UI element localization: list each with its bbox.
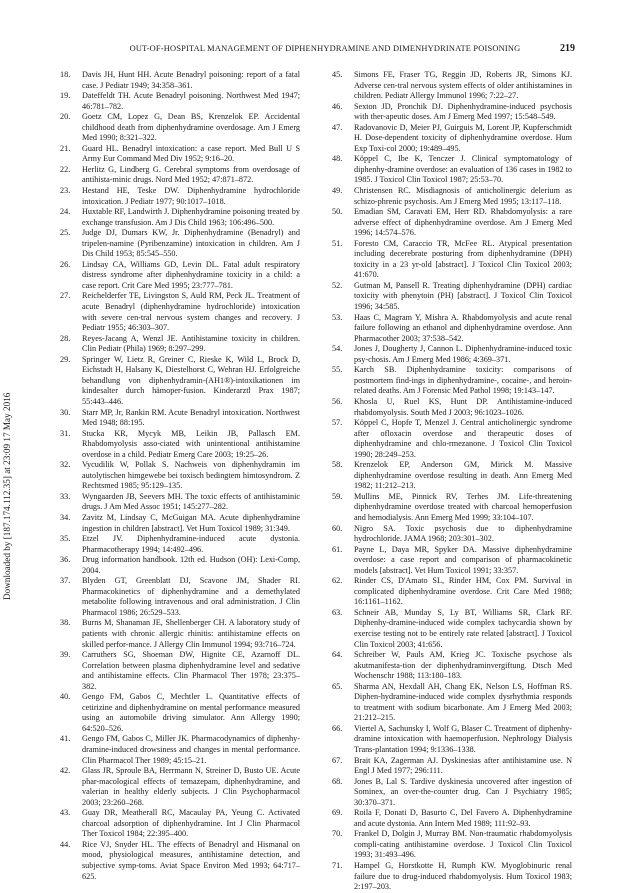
reference-text: Foresto CM, Caraccio TR, McFee RL. Atypical presentation including decerebrate posturing from diphenhydramine (DPH) toxicity in a 23 yr-old [abstract]. J Toxicol Clin Toxicol 2003; 41:670. [354, 238, 572, 280]
reference-text: Guard HL. Benadryl intoxication: a case report. Med Bull U S Army Eur Command Med Div 1952; 9:16–20. [82, 143, 300, 164]
reference-item [60, 70, 300, 91]
reference-number: 27. [60, 291, 71, 301]
reference-item [332, 545, 572, 577]
reference-text: Guay DR, Meatherall RC, Macaulay PA, Yeung C. Activated charcoal adsorption of diphenhydramine. Int J Clin Pharmacol Ther Toxicol 1984; 22:395–400. [82, 808, 300, 839]
reference-number: 56. [332, 396, 343, 406]
reference-number: 42. [60, 766, 71, 776]
reference-item [332, 777, 572, 809]
reference-item [332, 123, 572, 155]
reference-item [332, 861, 572, 893]
reference-text: Viertel A, Sachunsky I, Wolf G, Blaser C. Treatment of diphenhy-dramine intoxication with haemoperfusion. Nephrology Dialysis Trans-plantation 1994; 9:1336–1338. [354, 723, 572, 754]
reference-number: 30. [60, 407, 71, 417]
reference-number: 25. [60, 228, 71, 238]
reference-number: 47. [332, 122, 343, 132]
reference-item [332, 460, 572, 492]
reference-text: Mullins ME, Pinnick RV, Terhes JM. Life-threatening diphenhydramine overdose treated with charcoal hemoperfusion and hemodialysis. Ann Emerg Med 1999; 33:104–107. [354, 491, 572, 522]
reference-text: Schneir AB, Munday S, Ly BT, Williams SR, Clark RF. Diphenhy-dramine-induced wide complex tachycardia shown by exercise testing not to be entirely rate related [abstract]. J Toxicol Clin Toxicol 2003; 41:656. [354, 607, 572, 649]
reference-text: Sharma AN, Hexdall AH, Chang EK, Nelson LS, Hoffman RS. Diphen-hydramine-induced wide complex dysrhythmia responds to treatment with sodium bicarbonate. Am J Emerg Med 2003; 21:212–215. [354, 681, 572, 723]
reference-text: Schreiber W, Pauls AM, Krieg JC. Toxische psychose als akutmanifesta-tion der diphenhydraminvergiftung. Dtsch Med Wochenschr 1988; 113:180–183. [354, 650, 572, 681]
reference-number: 68. [332, 776, 343, 786]
reference-text: Vycudilik W, Pollak S. Nachweis von diphenhydramin im autolytischen himgewebe bei toxisch bedingtem himtosyndrom. Z Rechtsmed 1985; 95:129–135. [82, 460, 300, 491]
reference-number: 45. [332, 70, 343, 79]
reference-item [60, 840, 300, 882]
reference-item [60, 291, 300, 333]
reference-text: Wyngaarden JB, Seevers MH. The toxic effects of antihistaminic drugs. J Am Med Assoc 1951; 145:277–282. [82, 491, 300, 512]
reference-item [60, 112, 300, 144]
reference-item [332, 239, 572, 281]
reference-text: Lindsay CA, Williams GD, Levin DL. Fatal adult respiratory distress syndrome after diphenhydramine toxicity in a child: a case report. Crit Care Med 1995; 23:777–781. [82, 259, 300, 290]
reference-text: Burns M, Shanaman JE, Shellenberger CH. A laboratory study of patients with chronic allergic rhinitis: antihistamine effects on skilled perfor-mance. J Allergy Clin Immunol 1994; 93:716–724. [82, 618, 300, 649]
reference-text: Rinder CS, D'Amato SL, Rinder HM, Cox PM. Survival in complicated diphenhydramine overdose. Crit Care Med 1988; 16:1161–1162. [354, 576, 572, 607]
reference-text: Judge DJ, Dumars KW, Jr. Diphenhydramine (Benadryl) and tripelen-namine (Pyribenzamine) intoxication in children. Am J Dis Child 1953; 85:545–550. [82, 228, 300, 259]
reference-item [332, 70, 572, 102]
reference-text: Haas C, Magram Y, Mishra A. Rhabdomyolysis and acute renal failure following an ethanol and diphenhydramine overdose. Ann Pharmacother 2003; 37:538–542. [354, 312, 572, 343]
reference-item [60, 429, 300, 461]
reference-number: 57. [332, 418, 343, 428]
reference-text: Goetz CM, Lopez G, Dean BS, Krenzelok EP. Accidental childhood death from diphenhydramine overdosage. Am J Emerg Med 1990; 8:321–322. [82, 112, 300, 143]
reference-item [60, 207, 300, 228]
reference-number: 22. [60, 164, 71, 174]
reference-item [332, 418, 572, 460]
reference-number: 29. [60, 354, 71, 364]
reference-item [60, 492, 300, 513]
reference-number: 63. [332, 607, 343, 617]
reference-item [332, 492, 572, 524]
download-watermark: Downloaded by [187.174.112.35] at 23:09 17 May 2016 [2, 392, 12, 600]
reference-text: Emadian SM, Caravati EM, Herr RD. Rhabdomyolysis: a rare adverse effect of diphenhydramine overdose. Am J Emerg Med 1996; 14:574–576. [354, 207, 572, 238]
reference-text: Etzel JV. Diphenhydramine-induced acute dystonia. Pharmacotherapy 1994; 14:492–496. [82, 534, 300, 554]
reference-item [60, 576, 300, 618]
reference-text: Karch SB. Diphenhydramine toxicity: comparisons of postmortem find-ings in diphenhydramine-, cocaine-, and heroin-related deaths. Am J Forensic Med Pathol 1998; 19:143–147. [354, 365, 572, 396]
reference-number: 40. [60, 692, 71, 702]
reference-column-right [332, 70, 572, 893]
reference-number: 64. [332, 650, 343, 660]
reference-number: 21. [60, 143, 71, 153]
reference-text: Christensen RC. Misdiagnosis of anticholinergic delerium as schizo-phrenic psychosis. Am J Emerg Med 1995; 13:117–118. [354, 186, 572, 206]
reference-text: Radovanovic D, Meier PJ, Guirguis M, Lorent JP, Kupferschmidt H. Dose-dependent toxicity of diphenhydramine overdose. Hum Exp Toxi-col 2000; 19:489–495. [354, 122, 572, 153]
reference-item [332, 808, 572, 829]
reference-text: Reichelderfer TE, Livingston S, Auld RM, Peck JL. Treatment of acute Benadryl (diphenhydramine hydrochloride) intoxication with severe cen-tral nervous system changes and recovery. J Pediatr 1955; 46:303–307. [82, 291, 300, 333]
reference-text: Jones J, Dougherty J, Cannon L. Diphenhydramine-induced toxic psy-chosis. Am J Emerg Med 1986; 4:369–371. [354, 344, 572, 364]
reference-item [332, 154, 572, 186]
reference-number: 54. [332, 344, 343, 354]
reference-text: Reyes-Jacang A, Wenzl JE. Antihistamine toxicity in children. Clin Pediatr (Phila) 1969; 8:297–299. [82, 333, 300, 354]
reference-text: Nigro SA. Toxic psychosis due to diphenhydramine hydrochloride. JAMA 1968; 203:301–302. [354, 523, 572, 544]
reference-item [332, 344, 572, 365]
reference-text: Herlitz G, Lindberg G. Cerebral symptoms from overdosage of antihista-minic drugs. Nord Med 1952; 47:871–872. [82, 164, 300, 185]
reference-item [332, 313, 572, 345]
reference-item [60, 260, 300, 292]
reference-number: 69. [332, 808, 343, 818]
running-header: OUT-OF-HOSPITAL MANAGEMENT OF DIPHENHYDRAMINE AND DIMENHYDRINATE POISONING [129, 44, 521, 53]
reference-number: 61. [332, 544, 343, 554]
reference-text: Frankel D, Dolgin J, Murray BM. Non-traumatic rhabdomyolysis compli-cating antihistamine overdose. J Toxicol Clin Toxicol 1993; 31:493–496. [354, 829, 572, 860]
reference-text: Stucka KR, Mycyk MB, Leikin JB, Pallasch EM. Rhabdomyolysis asso-ciated with unintentional antihistamine overdose in a child. Pediatr Emerg Care 2003; 19:25–26. [82, 428, 300, 459]
reference-number: 41. [60, 734, 71, 744]
reference-text: Köppel C, Ibe K, Tenczer J. Clinical symptomatology of diphenhy-dramine overdose: an evaluation of 136 cases in 1982 to 1985. J Toxicol Clin Toxicol 1987; 25:53–70. [354, 154, 572, 185]
reference-item [60, 165, 300, 186]
reference-text: Hestand HE, Teske DW. Diphenhydramine hydrochloride intoxication. J Pediatr 1977; 90:1017–1018. [82, 186, 300, 206]
reference-number: 19. [60, 91, 71, 101]
reference-text: Gengo FM, Gabos C, Mechtler L. Quantitative effects of cetirizine and diphenhydramine on mental performance measured using an automobile driving simulator. Ann Allergy 1990; 64:520–526. [82, 692, 300, 733]
reference-item [60, 766, 300, 808]
reference-number: 59. [332, 491, 343, 501]
reference-number: 46. [332, 101, 343, 111]
reference-item [60, 692, 300, 734]
reference-item [60, 186, 300, 207]
reference-number: 20. [60, 112, 71, 122]
reference-number: 55. [332, 365, 343, 375]
reference-number: 26. [60, 259, 71, 269]
reference-item [60, 808, 300, 840]
reference-item [332, 650, 572, 682]
reference-item [332, 207, 572, 239]
reference-text: Drug information handbook. 12th ed. Hudson (OH): Lexi-Comp, 2004. [82, 555, 300, 575]
reference-item [332, 682, 572, 724]
reference-text: Khosla U, Ruel KS, Hunt DP. Antihistamine-induced rhabdomyolysis. South Med J 2003; 96:1023–1026. [354, 396, 572, 417]
reference-text: Hampel G, Horstkotte H, Rumph KW. Myoglobinuric renal failure due to drug-induced rhabdomyolysis. Hum Toxicol 1983; 2:197–203. [354, 861, 572, 892]
reference-number: 49. [332, 186, 343, 196]
reference-item [60, 144, 300, 165]
reference-item [60, 408, 300, 429]
reference-number: 66. [332, 723, 343, 733]
reference-text: Jones B, Lal S. Tardive dyskinesia uncovered after ingestion of Sominex, an over-the-counter drug. Can J Psychiatry 1985; 30:370–371. [354, 776, 572, 807]
reference-item [60, 734, 300, 766]
reference-number: 28. [60, 333, 71, 343]
reference-item [60, 555, 300, 576]
reference-number: 34. [60, 512, 71, 522]
reference-text: Starr MP, Jr, Rankin RM. Acute Benadryl intoxication. Northwest Med 1948; 88:195. [82, 407, 300, 428]
reference-number: 53. [332, 312, 343, 322]
reference-item [332, 756, 572, 777]
reference-number: 31. [60, 428, 71, 438]
reference-number: 51. [332, 238, 343, 248]
reference-number: 52. [332, 280, 343, 290]
reference-item [60, 228, 300, 260]
reference-text: Glass JR, Sproule BA, Herrmann N, Streiner D, Busto UE. Acute phar-macological effects of temazepam, diphenhydramine, and valerian in healthy elderly subjects. J Clin Psychopharmacol 2003; 23:260–268. [82, 766, 300, 807]
reference-item [60, 91, 300, 112]
reference-text: Springer W, Lietz R, Greiner C, Rieske K, Wild L, Brock D, Eichstadt H, Halsany K, Diestelhorst C, Wehran HJ. Erfolgreiche behandlung von diphenhydramin-(AH1®)-intoxikationen im kindesalter durch hämoper-fusion. Kinderarztl Prax 1987; 55:443–446. [82, 354, 300, 406]
page-number: 219 [560, 43, 575, 54]
reference-text: Zavitz M, Lindsay C, McGuigan MA. Acute diphenhydramine ingestion in children [abstract]. Vet Hum Toxicol 1989; 31:349. [82, 512, 300, 533]
reference-item [60, 618, 300, 650]
reference-text: Rice VJ, Snyder HL. The effects of Benadryl and Hismanal on mood, physiological measures, antihistamine detection, and subjective symp-toms. Aviat Space Environ Med 1993; 64:717–625. [82, 839, 300, 881]
reference-text: Krenzelok EP, Anderson GM, Mirick M. Massive diphenhydramine overdose resulting in death. Ann Emerg Med 1982; 11:212–213. [354, 460, 572, 491]
reference-number: 71. [332, 861, 343, 871]
reference-item [60, 334, 300, 355]
reference-number: 65. [332, 681, 343, 691]
reference-number: 50. [332, 207, 343, 217]
reference-number: 36. [60, 555, 71, 565]
reference-number: 48. [332, 154, 343, 164]
reference-item [332, 829, 572, 861]
reference-item [60, 460, 300, 492]
reference-number: 35. [60, 534, 71, 544]
reference-text: Köppel C, Hopfe T, Menzel J. Central anticholinergic syndrome after ofloxacin overdose and therapeutic doses of diphenhydramine and chlo-rmezanone. J Toxicol Clin Toxicol 1990; 28:249–253. [354, 418, 572, 459]
reference-number: 67. [332, 755, 343, 765]
reference-text: Roila F, Donati D, Basurto C, Del Favero A. Diphenhydramine and acute dystonia. Ann Intern Med 1989; 111:92–93. [354, 808, 572, 828]
reference-number: 24. [60, 207, 71, 217]
reference-text: Gutman M, Pansell R. Treating diphenhydramine (DPH) cardiac toxicity with phenytoin (PH) [abstract]. J Toxicol Clin Toxicol 1996; 34:585. [354, 280, 572, 312]
reference-item [332, 102, 572, 123]
reference-item [60, 650, 300, 692]
reference-number: 32. [60, 460, 71, 470]
reference-item [60, 513, 300, 534]
reference-column-left [60, 70, 300, 882]
reference-text: Sexton JD, Pronchik DJ. Diphenhydramine-induced psychosis with ther-apeutic doses. Am J Emerg Med 1997; 15:548–549. [354, 101, 572, 122]
reference-text: Davis JH, Hunt HH. Acute Benadryl poisoning: report of a fatal case. J Pediatr 1949; 34:358–361. [82, 70, 300, 90]
reference-text: Gengo FM, Gabos C, Miller JK. Pharmacodynamics of diphenhy-dramine-induced drowsiness and changes in mental performance. Clin Pharmacol Ther 1989; 45:15–21. [82, 734, 300, 765]
reference-number: 62. [332, 576, 343, 586]
reference-item [332, 365, 572, 397]
reference-number: 43. [60, 808, 71, 818]
reference-text: Brait KA, Zagerman AJ. Dyskinesias after antihistamine use. N Engl J Med 1977; 296:111. [354, 755, 572, 776]
reference-item [332, 576, 572, 608]
reference-item [332, 397, 572, 418]
reference-item [332, 281, 572, 313]
reference-item [332, 186, 572, 207]
reference-number: 70. [332, 829, 343, 839]
reference-item [60, 355, 300, 408]
reference-number: 23. [60, 186, 71, 196]
reference-number: 18. [60, 70, 71, 79]
reference-number: 38. [60, 618, 71, 628]
reference-number: 58. [332, 460, 343, 470]
reference-number: 39. [60, 650, 71, 660]
reference-text: Carruthers SG, Shoeman DW, Hignite CE, Azarnoff DL. Correlation between plasma diphenhydramine level and sedative and antihistamine effects. Clin Pharmacol Ther 1978; 23:375–382. [82, 650, 300, 691]
reference-number: 33. [60, 491, 71, 501]
reference-text: Dateffeldt TH. Acute Benadryl poisoning. Northwest Med 1947; 46:781–782. [82, 91, 300, 111]
reference-text: Simons FE, Fraser TG, Reggin JD, Roberts JR, Simons KJ. Adverse cen-tral nervous system effects of older antihistamines in children. Pediatr Allergy Immunol 1996; 7:22–27. [354, 70, 572, 101]
reference-number: 37. [60, 576, 71, 586]
reference-item [60, 534, 300, 555]
reference-number: 44. [60, 839, 71, 849]
reference-item [332, 524, 572, 545]
reference-text: Huxtable RF, Landwirth J. Diphenhydramine poisoning treated by exchange transfusion. Am J Dis Child 1963; 106:496–500. [82, 207, 300, 227]
reference-item [332, 724, 572, 756]
reference-number: 60. [332, 523, 343, 533]
reference-text: Blyden GT, Greenblatt DJ, Scavone JM, Shader RI. Pharmacokinetics of diphenhydramine and a demethylated metabolite following intravenous and oral administration. J Clin Pharmacol 1986; 26:529–533. [82, 576, 300, 617]
reference-text: Payne L, Daya MR, Spyker DA. Massive diphenhydramine overdose: a case report and comparison of pharmacokinetic models [abstract]. Vet Hum Toxicol 1991; 33:357. [354, 544, 572, 575]
reference-item [332, 608, 572, 650]
